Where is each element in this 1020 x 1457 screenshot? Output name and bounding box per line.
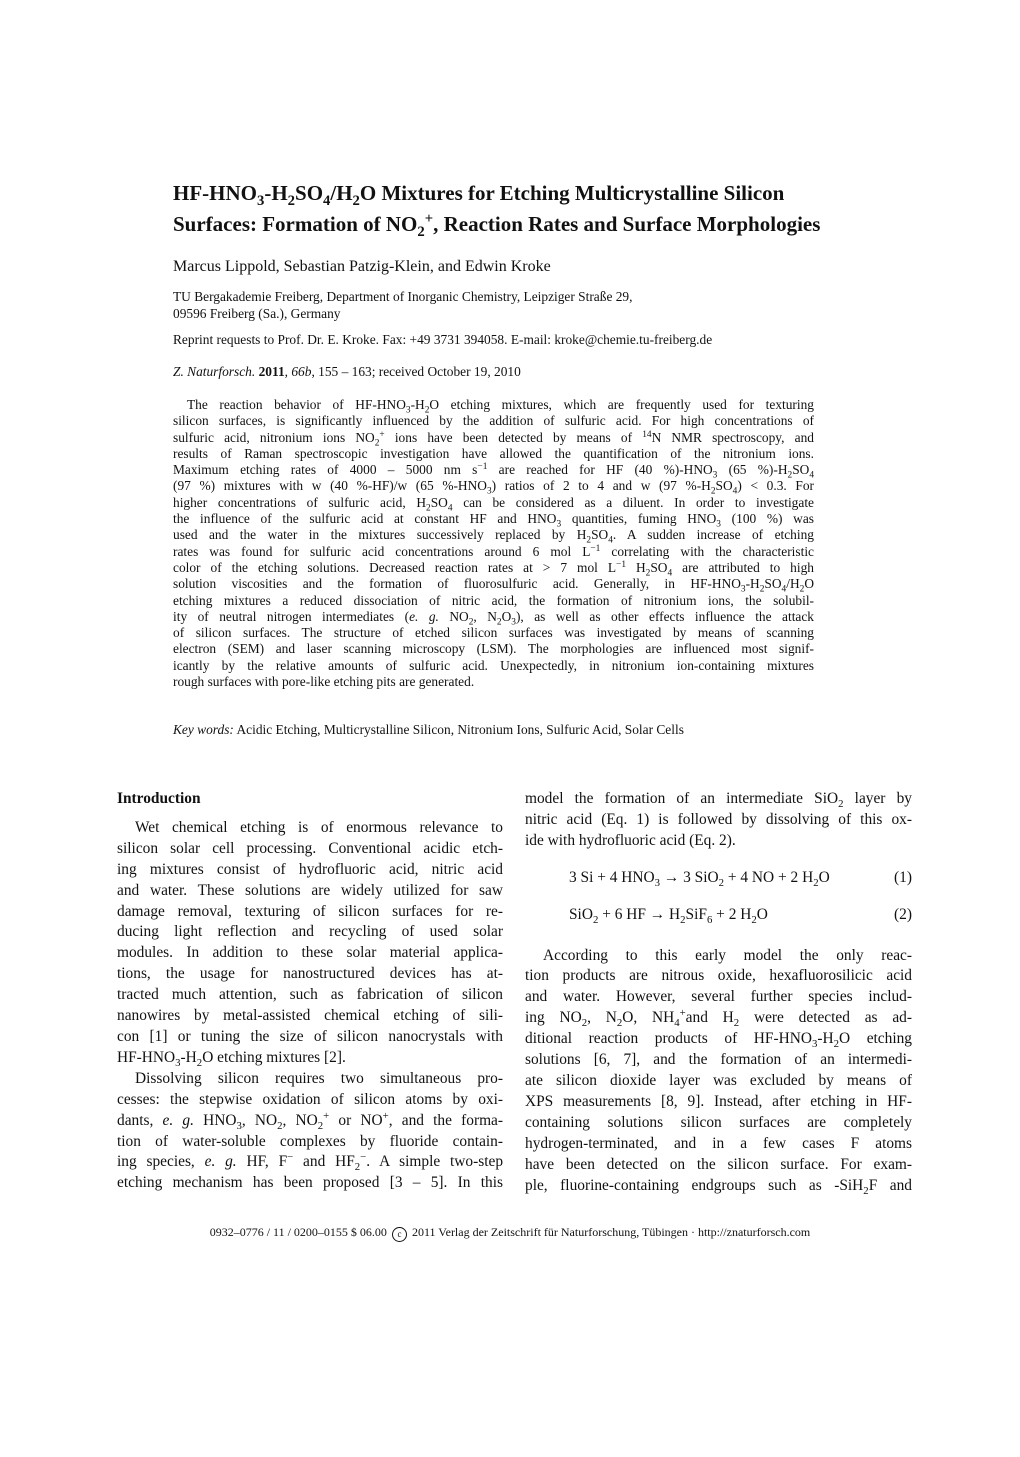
affiliation-line-1: TU Bergakademie Freiberg, Department of Inorganic Chemistry, Leipziger Straße 29, (173, 289, 633, 304)
body-line: tion products are nitrous oxide, hexafluorosilicic acid (525, 967, 912, 985)
title-line-1: $HF-HNO_3-H_2SO_4/H_2O$ Mixtures for Etching Multicrystalline Silicon (173, 181, 785, 210)
body-line: Wet chemical etching is of enormous relevance to (135, 818, 503, 836)
body-line: ate silicon dioxide layer was excluded by means of (525, 1071, 912, 1089)
body-column-left (117, 789, 503, 1194)
citation-pages: 155 – 163; received October 19, 2010 (318, 364, 521, 379)
abstract-line: the influence of the sulfuric acid at constant HF and $HNO_3$ quantities, fuming $HNO_3$ (100 %) was (173, 511, 815, 530)
spacer (525, 926, 912, 946)
abstract-line: color of the etching solutions. Decreased reaction rates at > 7 mol $L^{-1}$ $H_2SO_4$ are attributed to high (173, 559, 814, 579)
body-line: silicon solar cell processing. Conventional acidic etch- (117, 839, 503, 857)
abstract-line: higher concentrations of sulfuric acid, $H_2SO_4$ can be considered as a diluent. In order to investigate (173, 494, 814, 514)
body-line: nitric acid (Eq. 1) is followed by dissolving of this ox- (525, 810, 912, 828)
equation-1 (525, 868, 912, 889)
body-line: ide with hydrofluoric acid (Eq. 2). (525, 831, 736, 849)
footer-publisher: 2011 Verlag der Zeitschrift für Naturforschung, Tübingen · http://znaturforsch.com (411, 1225, 811, 1239)
affiliation-line-2: 09596 Freiberg (Sa.), Germany (173, 306, 341, 321)
abstract-line: rough surfaces with pore-like etching pits are generated. (173, 674, 475, 690)
spacer (525, 852, 912, 868)
abstract-line: used and the water in the mixtures successively replaced by $H_2SO_4$. A sudden increase of etching (173, 527, 814, 546)
page-footer (0, 1225, 1020, 1242)
abstract-line: The reaction behavior of $HF-HNO_3-H_2O$ etching mixtures, which are frequently used for texturing (187, 397, 814, 416)
abstract-line: sulfuric acid, nitronium ions $NO_2^+$ ions have been detected by means of $^{14}$N NMR spectroscopy, and (173, 429, 814, 448)
abstract-line: rates was found for sulfuric acid concentrations around 6 mol $L^{-1}$ correlating with the characteristic (173, 543, 814, 559)
abstract-line: solution viscosities and the formation of fluorosulfuric acid. Generally, in $HF-HNO_3-H_2SO_4/H_2O$ (173, 576, 814, 595)
paper-title (173, 178, 913, 240)
citation: Z. Naturforsch. 2011, 66b, 155 – 163; received October 19, 2010 (173, 364, 521, 379)
body-line: have been detected on the silicon surface. For exam- (525, 1155, 912, 1173)
abstract-line: of silicon surfaces. The structure of etched silicon surfaces was investigated by means of scanning (173, 625, 814, 641)
reprint-requests: Reprint requests to Prof. Dr. E. Kroke. Fax: +49 3731 394058. E-mail: kroke@chemie.tu-freiberg.de (173, 332, 713, 347)
body-line: damage removal, texturing of silicon surfaces for re- (117, 902, 503, 920)
title-line-2: Surfaces: Formation of $NO_2^+$, Reaction Rates and Surface Morphologies (173, 210, 821, 241)
equation-1-number: (1) (894, 868, 912, 886)
body-line: modules. In addition to these solar material applica- (117, 944, 503, 962)
body-line: and water. However, several further species includ- (525, 988, 912, 1006)
authors: Marcus Lippold, Sebastian Patzig-Klein, and Edwin Kroke (173, 258, 551, 275)
keywords (173, 722, 684, 738)
equation-2-number: (2) (894, 905, 912, 923)
body-line: ing mixtures consist of hydrofluoric acid, nitric acid (117, 860, 503, 878)
body-line: ditional reaction products of $HF-HNO_3-H_2O$ etching (525, 1030, 912, 1050)
abstract-line: etching mixtures a reduced dissociation of nitric acid, the formation of nitronium ions, the solubil- (173, 592, 814, 608)
abstract-line: icantly by the relative amounts of sulfuric acid. Unexpectedly, in nitronium ion-containing mixtures (173, 657, 814, 673)
body-column-right (525, 789, 912, 1196)
body-line: ducing light reflection and recycling of used solar (117, 923, 503, 941)
body-line: According to this early model the only reac- (543, 946, 912, 964)
body-line: XPS measurements [8, 9]. Instead, after etching in HF- (525, 1092, 912, 1110)
body-line: etching mechanism has been proposed [3 – 5]. In this (117, 1174, 503, 1192)
abstract-line: Maximum etching rates of 4000 – 5000 nm $s^{-1}$ are reached for HF (40 $\%)-HNO_3$ (65 $\%)-H_2SO_4$ (173, 462, 814, 481)
abstract-line: ity of neutral nitrogen intermediates (e. g. $NO_2$, $N_2O_3$), as well as other effects influence the attack (173, 608, 814, 628)
body-line: and water. These solutions are widely utilized for saw (117, 881, 503, 899)
body-line: ing $NO_2$, $N_2O$, $NH_4^+and$ $H_2$ were detected as ad- (525, 1007, 912, 1030)
body-line: solutions [6, 7], and the formation of an intermedi- (525, 1051, 912, 1069)
body-line: tracted much attention, such as fabrication of silicon (117, 986, 503, 1004)
copyright-icon: c (392, 1227, 407, 1242)
body-line: ing species, e. g. HF, F− and $HF_2^-$. A simple two-step (117, 1151, 504, 1174)
body-line: model the formation of an intermediate SiO$_2$ layer by (525, 790, 912, 810)
equation-2-body: SiO$_2$ + 6 HF → $H_2SiF_6 + 2$ $H_2O$ (569, 905, 768, 926)
body-line: containing solutions silicon surfaces are completely (525, 1113, 912, 1131)
abstract-line: (97 %) mixtures with w (40 %-HF)/w (65 $\%-HNO_3$) ratios of 2 to 4 and w (97 $\%-H_2SO_4) < 0.3$. For (173, 478, 814, 497)
equation-2 (525, 905, 912, 926)
body-line: cesses: the stepwise oxidation of silicon atoms by oxi- (117, 1090, 503, 1108)
abstract (173, 397, 814, 690)
body-line: ple, fluorine-containing endgroups such as -SiH$_2$F and (525, 1176, 912, 1197)
body-line: dants, e. g. $HNO_3$, $NO_2$, $NO_2^+$ or NO+, and the forma- (117, 1109, 503, 1132)
body-line: con [1] or tuning the size of silicon nanocrystals with (117, 1027, 503, 1045)
body-line: Dissolving silicon requires two simultaneous pro- (135, 1069, 503, 1087)
keywords-text: Acidic Etching, Multicrystalline Silicon, Nitronium Ions, Sulfuric Acid, Solar Cells (236, 722, 684, 737)
affiliation (173, 288, 632, 322)
citation-volume: 66b (291, 364, 312, 379)
section-heading-introduction: Introduction (117, 790, 201, 807)
body-line: hydrogen-terminated, and in a few cases F atoms (525, 1134, 912, 1152)
abstract-line: silicon surfaces, is significantly influenced by the addition of sulfuric acid. For high concentrations of (173, 413, 814, 429)
spacer (117, 810, 503, 818)
equation-1-body: 3 Si + 4 $HNO_3 \to 3$ SiO$_2$ + 4 NO + 2 $H_2O$ (569, 868, 830, 889)
body-line: $HF-HNO_3-H_2O$ etching mixtures [2]. (117, 1048, 346, 1069)
abstract-line: results of Raman spectroscopic investigation have allowed the quantification of the nitronium ions. (173, 445, 814, 461)
footer-issn: 0932–0776 / 11 / 0200–0155 $ 06.00 (209, 1225, 387, 1239)
abstract-line: electron (SEM) and laser scanning microscopy (LSM). The morphologies are influenced most signif- (173, 641, 814, 657)
spacer (525, 889, 912, 905)
keywords-label: Key words: (173, 722, 234, 737)
body-line: nanowires by metal-assisted chemical etching of sili- (117, 1007, 503, 1025)
body-line: tions, the usage for nanostructured devices has at- (117, 965, 503, 983)
journal-name: Z. Naturforsch. (173, 364, 256, 379)
body-line: tion of water-soluble complexes by fluoride contain- (117, 1132, 503, 1150)
citation-year: 2011 (258, 364, 285, 379)
